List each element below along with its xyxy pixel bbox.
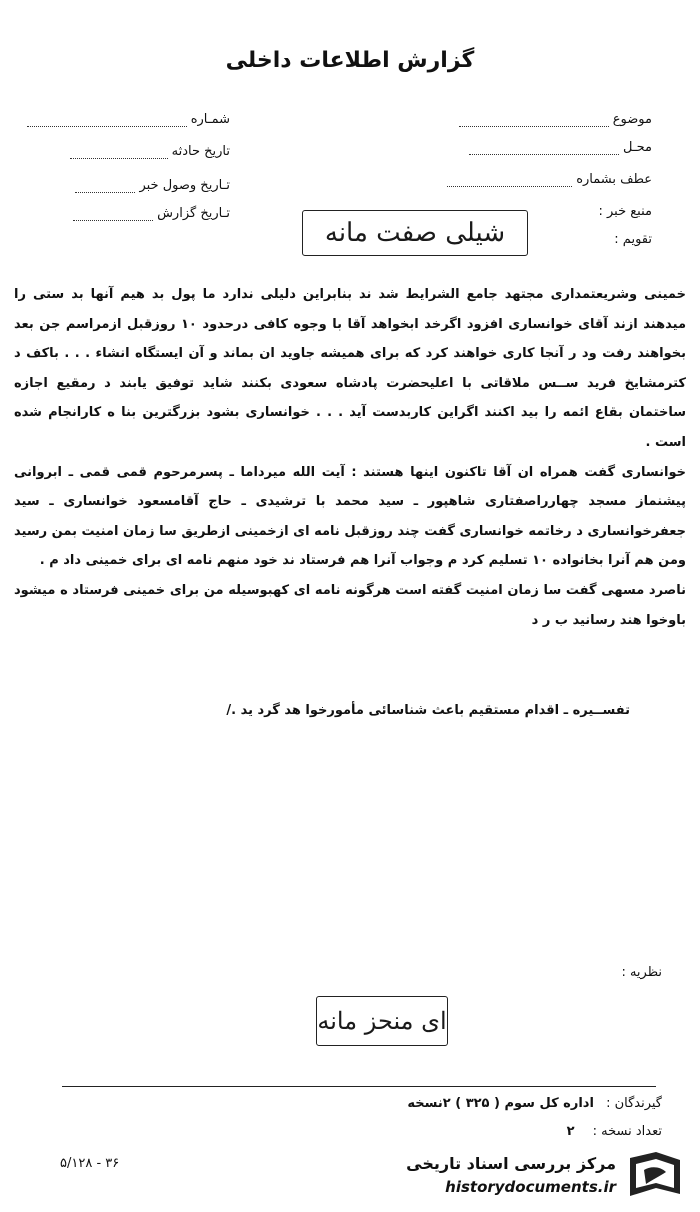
copies-value: ۲ xyxy=(566,1124,575,1139)
field-receipt-date xyxy=(75,178,230,193)
note-text: ـ اقدام مستقیم باعث شناسائی مأمورخوا هد گرد ید ./ xyxy=(226,703,569,718)
recipients-line xyxy=(407,1096,662,1111)
note-line xyxy=(50,703,630,718)
copies-line xyxy=(567,1124,662,1139)
field-location xyxy=(469,140,652,155)
field-subject-label: موضوع xyxy=(612,112,652,127)
field-calendar-label: تقویم : xyxy=(614,232,652,247)
field-report-date-label: تـاریخ گزارش xyxy=(157,206,230,221)
report-body xyxy=(14,280,686,635)
footer-divider xyxy=(62,1086,656,1087)
field-source xyxy=(598,204,652,219)
field-source-label: منبع خبر : xyxy=(598,204,652,219)
archive-book-icon xyxy=(626,1150,684,1200)
copies-label: تعداد نسخه : xyxy=(592,1124,662,1139)
field-receipt-date-label: تـاریخ وصول خبر xyxy=(139,178,230,193)
reference-number: ۳۶ - ۵/۱۲۸ xyxy=(60,1156,120,1171)
opinion-label: نظریه : xyxy=(621,965,662,980)
page-title: گزارش اطلاعات داخلی xyxy=(225,48,475,73)
body-paragraph: خوانساری گفت همراه ان آقا تاکنون اینها هستند : آیت الله میرداما ـ پسرمرحوم قمی قمی ـ ابروانی پیشنماز مسجد چهارراصفتاری شاهپور ـ سید محمد با ترشیدی ـ حاج آقامسعود خوانساری ـ سید جعفرخوانساری د رخاتمه خوانساری گفت چند روزقبل نامه ای ازخمینی ازطریق سا زمان امنیت بمن رسید ومن هم آنرا بخانواده ۱۰ تسلیم کرد م وجواب آنرا هم فرستاد ند خود منهم نامه ای برای خمینی داد م . xyxy=(14,464,686,569)
source-stamp: شیلی صفت مانه xyxy=(302,210,528,256)
recipients-label: گیرندگان : xyxy=(606,1096,662,1111)
field-number xyxy=(27,112,230,127)
watermark-name: مرکز بررسی اسناد تاریخی xyxy=(406,1154,616,1173)
field-incident-date xyxy=(70,144,230,159)
note-label: تفســیره xyxy=(572,703,630,718)
field-subject xyxy=(459,112,652,127)
recipients-value: اداره کل سوم ( ۳۲۵ ) ۲نسخه xyxy=(407,1096,594,1111)
field-location-label: محـل xyxy=(622,140,652,155)
field-report-date xyxy=(73,206,230,221)
body-paragraph: خمینی وشریعتمداری مجتهد جامع الشرایط شد ند بنابراین دلیلی ندارد ما پول بد هیم آنها بد ستی را میدهند ازند آقای خوانساری افزود اگرخد ابخواهد آقا با وجوه کافی درحدود ۱۰ روزقبل ازمراسم جن بعد بخواهند رفت ود ر آنجا کاری خواهند کرد که برای همیشه جاوید ان بماند و آن ایستگاه انشاء . . . باکف د کترمشایخ فرید ســس ملاقاتی با اعلیحضرت پادشاه سعودی بکنند شاید توفیق یابند د رمقیع اجازه ساختمان بقاع ائمه را بید اکنند اگراین کاربدست آید . . . خوانساری بشود بزرگترین بنا ه کارانجام شده است . xyxy=(14,287,686,450)
field-number-label: شمـاره xyxy=(190,112,230,127)
body-paragraph: ناصرد مسهی گفت سا زمان امنیت گفته است هرگونه نامه ای کهبوسیله من برای خمینی فرستاد ه میشود باوخوا هند رسانید ب ر د xyxy=(14,582,686,628)
opinion-stamp: ای منحز مانه xyxy=(316,996,448,1046)
field-reference xyxy=(447,172,652,187)
field-reference-label: عطف بشماره xyxy=(576,172,652,187)
field-calendar xyxy=(614,232,652,247)
watermark-url: historydocuments.ir xyxy=(445,1178,616,1196)
field-incident-date-label: تاریخ حادثه xyxy=(171,144,230,159)
watermark-logo xyxy=(406,1150,690,1200)
